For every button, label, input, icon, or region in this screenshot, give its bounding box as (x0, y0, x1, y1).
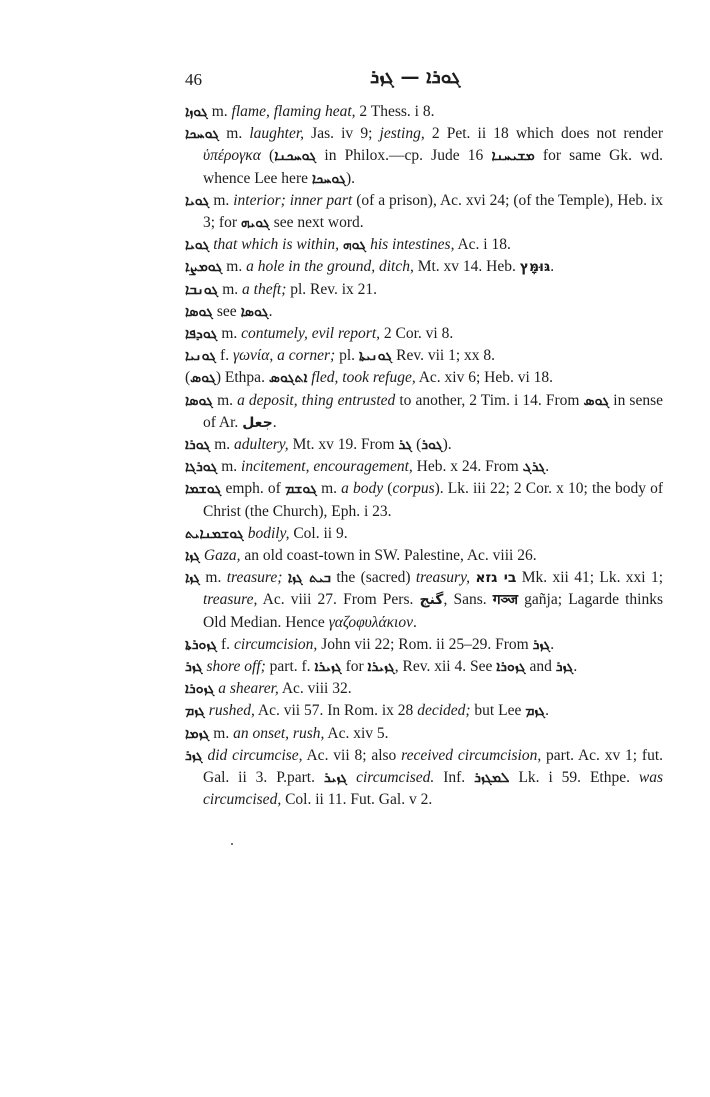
gloss-text: flame, flaming heat, (231, 103, 356, 120)
lexicon-entry (185, 478, 663, 522)
syriac-word: ܓܙܐ (185, 570, 201, 587)
entry-text: for (341, 658, 368, 676)
syriac-word: ܓܙܘܪܐ (185, 681, 215, 698)
entry-text: Rev. vii 1; xx 8. (392, 347, 496, 365)
lexicon-entry (185, 390, 663, 434)
lexicon-entry (185, 434, 663, 456)
syriac-word: ܓܘܣܐ (185, 392, 214, 409)
gloss-text: laughter, (249, 125, 305, 143)
entry-text: m. (210, 436, 234, 454)
entry-text: Ac. xiv 6; Heb. vi 18. (415, 369, 554, 387)
entry-text: m. (219, 125, 250, 143)
entry-text: . (272, 413, 277, 431)
entry-text: m. (209, 724, 234, 742)
entry-text: . (545, 458, 550, 476)
lexicon-entry (185, 101, 663, 123)
gloss-text: an onset, rush, (233, 724, 325, 742)
syriac-word: جعل (242, 414, 273, 431)
entry-text: Col. ii 11. Fut. Gal. v 2. (281, 791, 433, 809)
syriac-word: ܓܘܣܐ (185, 303, 214, 320)
greek-word: ὑπέρογκα (203, 147, 261, 165)
greek-word: γαζοφυλάκιον (328, 613, 413, 631)
entry-text: m. (317, 480, 342, 498)
entry-text: Col. ii 9. (289, 524, 348, 542)
lexicon-entry (185, 190, 663, 234)
syriac-word: ܓܙܡܐ (185, 725, 210, 742)
syriac-word: ܓܙܪ (185, 747, 203, 764)
gloss-text: did circumcise, (207, 746, 303, 764)
entry-text: m. (222, 258, 247, 276)
entry-text: ( (185, 369, 191, 387)
gloss-text: circumcised. (356, 769, 435, 787)
entry-text: (of a prison), Ac. xvi 24; (of the Temple), Heb. ix 3; for (203, 191, 663, 232)
syriac-word: ܓܘܫܡܢܐܝܬ (185, 525, 244, 542)
entry-text: ( (260, 147, 275, 165)
syriac-word: ܓܘܙܐ (185, 104, 208, 120)
entry-text: Ac. viii 27. From Pers. (257, 591, 420, 609)
entry-text: Heb. x 24. From (412, 458, 523, 476)
lexicon-entry (185, 456, 663, 478)
gloss-text: contumely, evil report, (241, 325, 381, 343)
syriac-word: گنج (419, 592, 444, 609)
running-head: ܓܘܪܐ — ܓܙܪ (370, 66, 461, 88)
lexicon-entry (185, 323, 663, 345)
entry-text: ). Lk. iii 22; 2 Cor. x 10; the body of Christ (the Church), Eph. i 23. (203, 480, 664, 520)
syriac-word: ܓܘܕܦܐ (185, 326, 218, 343)
gloss-text: interior; inner part (233, 191, 353, 209)
entry-text: ). (346, 169, 356, 187)
syriac-word: ܓܙܝܪܐ (314, 659, 342, 676)
syriac-word: ܓܘܢܒܐ (185, 281, 219, 298)
syriac-word: ܓܙܐ (185, 548, 201, 565)
lexicon-entry (185, 123, 663, 190)
lexicon-entry (185, 567, 663, 634)
entry-text: 2 Pet. ii 18 which does not render (424, 125, 664, 143)
syriac-word: ܓܘܪ (421, 437, 443, 454)
entry-text: Ac. xiv 5. (324, 724, 389, 742)
syriac-word: ܓܘܝܗ (240, 215, 270, 232)
syriac-word: ܓܙܘܪܐ (496, 659, 526, 676)
entry-text: . (550, 258, 555, 276)
entry-text: , Rev. xii 4. See (394, 658, 497, 676)
entry-text: an old coast-town in SW. Palestine, Ac. viii 26. (240, 547, 537, 565)
syriac-word: ܓܘܢܝܬܐ (358, 348, 393, 365)
syriac-word: ܠܡܓܙܪ (474, 770, 510, 787)
gloss-text: incitement, encouragement, (241, 458, 413, 476)
entry-text: gañja; Lagarde thinks Old Median. Hence (203, 591, 663, 631)
entry-text: , Sans. (443, 591, 493, 609)
lexicon-entry (185, 745, 663, 812)
syriac-word: ܓܘܢܝܐ (185, 348, 217, 365)
entry-text: Ac. vii 8; also (302, 746, 402, 764)
entry-text: John vii 22; Rom. ii 25–29. From (317, 635, 533, 653)
entry-text: pl. Rev. ix 21. (286, 280, 378, 298)
syriac-word: ܒܝܬ ܓܙܐ (287, 570, 331, 587)
syriac-word: ܓܪ (398, 437, 413, 454)
lexicon-entry (185, 367, 663, 389)
syriac-word: גּוּמָּץ (519, 259, 551, 276)
entry-text: . (573, 658, 578, 676)
entry-text: Inf. (434, 769, 475, 787)
syriac-word: ܓܙܪ (532, 636, 551, 653)
entry-text: for same Gk. wd. whence Lee here (203, 147, 663, 187)
entry-text: m. (213, 391, 238, 409)
gloss-text: fled, took refuge, (311, 369, 416, 387)
entry-text: f. (217, 635, 234, 653)
gloss-text: shore off; (206, 658, 266, 676)
syriac-word: ܓܘܣܐ (240, 303, 269, 320)
entry-text: but Lee (470, 702, 526, 720)
entry-text: m. (207, 103, 232, 120)
gloss-text: a deposit, thing entrusted (237, 391, 396, 409)
gloss-text: adultery, (234, 436, 289, 454)
entry-text: ( (383, 480, 393, 498)
entry-text: f. (216, 347, 233, 365)
entry-text: see next word. (269, 214, 364, 232)
entry-text: . (545, 702, 549, 720)
gloss-text: circumcision, (233, 635, 318, 653)
syriac-word: ܓܙܪ (185, 659, 203, 676)
entry-text: m. (218, 280, 243, 298)
syriac-word: ܡܫܝܚܢܐ (491, 148, 535, 165)
entry-text: see (213, 302, 241, 320)
gloss-text: decided; (417, 702, 471, 720)
gloss-text: jesting, (379, 125, 425, 143)
entry-text: . (412, 613, 417, 631)
syriac-word: ܓܙܡ (525, 703, 546, 720)
entry-text: m. (217, 325, 242, 343)
gloss-text: his intestines, (370, 236, 455, 254)
syriac-word: ܓܙܝܪܐ (367, 659, 395, 676)
entry-text: ( (412, 436, 422, 454)
entry-text: emph. of (221, 480, 285, 498)
lexicon-entry (185, 700, 663, 722)
entry-text: the (sacred) (330, 569, 416, 587)
entry-text: part. f. (265, 658, 315, 676)
entry-text: and (525, 658, 556, 676)
entry-text: Lk. i 59. Ethpe. (509, 769, 639, 787)
syriac-word: ܓܘܣ (583, 392, 610, 409)
lexicon-entry (185, 523, 663, 545)
syriac-word: ܓܘܡܨܐ (185, 259, 223, 276)
entry-text: ) Ethpa. (215, 369, 269, 387)
gloss-text: a shearer, (218, 680, 279, 698)
syriac-word: गञ्ज (492, 592, 519, 609)
gloss-text: γωνία, a corner; (232, 347, 336, 365)
ink-speck (231, 843, 233, 845)
lexicon-entry (185, 345, 663, 367)
entry-text: m. (209, 191, 234, 209)
gloss-text: a theft; (242, 280, 287, 298)
gloss-text: a body (341, 480, 384, 498)
entry-text: Ac. viii 32. (278, 680, 352, 698)
entry-text: 2 Thess. i 8. (355, 103, 435, 120)
entry-text: Jas. iv 9; (304, 125, 380, 143)
syriac-word: ܓܘܪܐ (185, 437, 211, 454)
syriac-word: ܓܙܘܪܬܐ (185, 636, 218, 653)
lexicon-entry (185, 678, 663, 700)
gloss-text: bodily, (247, 524, 290, 542)
syriac-word: ܓܙܡ (185, 703, 205, 720)
entry-text: 2 Cor. vi 8. (380, 325, 454, 343)
entry-text: in sense of Ar. (203, 391, 663, 431)
syriac-word: ܓܘܗ (342, 237, 367, 254)
syriac-word: ܓܘܫܡܐ (185, 481, 222, 498)
page-header (185, 66, 665, 96)
syriac-word: ܓܘܝܐ (185, 237, 210, 254)
lexicon-entry (185, 301, 663, 323)
page-number: 46 (185, 70, 202, 89)
gloss-text: Gaza, (203, 547, 241, 565)
lexicon-entry (185, 234, 663, 256)
entry-text: m. (217, 458, 242, 476)
gloss-text: received circumcision, (401, 746, 542, 764)
gloss-text: treasury, (415, 569, 470, 587)
entry-text: Ac. i 18. (454, 236, 511, 254)
lexicon-entry (185, 723, 663, 745)
syriac-word: ܓܘܝܐ (185, 192, 210, 209)
lexicon-entries (185, 101, 663, 812)
lexicon-entry (185, 256, 663, 278)
syriac-word: ܓܘܚܟܢܐ (274, 148, 317, 165)
entry-text: in Philox.—cp. Jude 16 (316, 147, 492, 165)
gloss-text: that which is within, (213, 236, 339, 254)
gloss-text: a hole in the ground, ditch, (246, 258, 414, 276)
syriac-word: בי גזא (475, 570, 517, 587)
entry-text: . (268, 302, 273, 320)
syriac-word: ܓܘܚܟܐ (185, 126, 220, 143)
entry-text: to another, 2 Tim. i 14. From (395, 391, 584, 409)
entry-text: pl. (335, 347, 359, 365)
syriac-word: ܓܙܝܪ (323, 770, 348, 787)
lexicon-entry (185, 634, 663, 656)
gloss-text: was circumcised, (203, 769, 664, 809)
gloss-text: corpus (392, 480, 435, 498)
entry-text: Ac. vii 57. In Rom. ix 28 (254, 702, 418, 720)
entry-text: Mt. xv 14. Heb. (413, 258, 520, 276)
gloss-text: treasure, (203, 591, 258, 609)
entry-text (347, 769, 356, 786)
syriac-word: ܓܘܪܓܐ (185, 459, 218, 476)
syriac-word: ܓܘܫܡ (284, 481, 317, 498)
entry-text: ). (442, 436, 452, 454)
gloss-text: treasure; (226, 569, 283, 587)
entry-text: . (550, 635, 555, 653)
syriac-word: ܐܬܓܘܣ (268, 370, 308, 387)
lexicon-entry (185, 545, 663, 567)
gloss-text: rushed, (208, 702, 255, 720)
syriac-word: ܓܪܓ (522, 459, 546, 476)
syriac-word: ܓܙܪ (555, 659, 574, 676)
entry-text: Mt. xv 19. From (288, 436, 399, 454)
syriac-word: ܓܘܚܟܐ (311, 170, 347, 187)
lexicon-entry (185, 279, 663, 301)
entry-text: m. (200, 569, 227, 587)
entry-text: part. Ac. xv 1; fut. Gal. ii 3. P.part. (203, 746, 664, 787)
entry-text: Mk. xii 41; Lk. xxi 1; (516, 569, 664, 587)
syriac-word: ܓܘܣ (190, 370, 216, 387)
lexicon-entry (185, 656, 663, 678)
